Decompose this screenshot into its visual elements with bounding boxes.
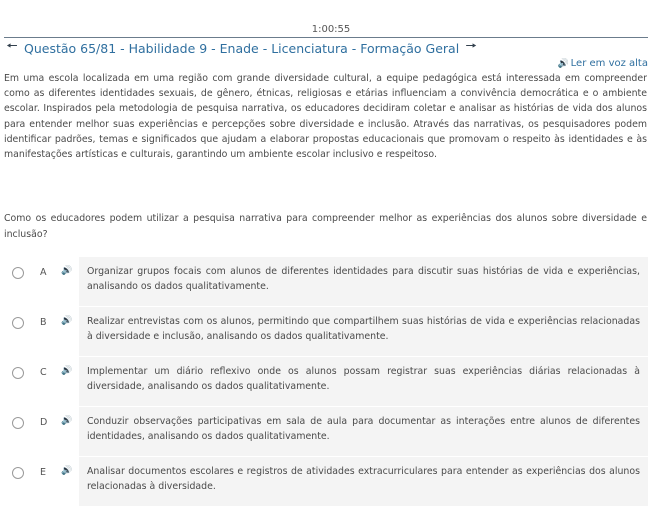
arrow-right-icon[interactable]: 🠖 [465, 39, 477, 54]
question-title: Questão 65/81 - Habilidade 9 - Enade - Licenciatura - Formação Geral [24, 40, 460, 56]
speaker-icon[interactable]: 🔊 [61, 316, 73, 326]
option-radio[interactable] [12, 417, 24, 429]
question-header [4, 40, 479, 56]
option-letter: A [40, 267, 47, 278]
read-aloud-button[interactable] [557, 58, 648, 69]
option-text[interactable]: Organizar grupos focais com alunos de diferentes identidades para discutir suas histórias de vida e experiências, analisando os dados qualitativamente. [79, 257, 648, 307]
speaker-icon[interactable]: 🔊 [61, 416, 73, 426]
option-controls [4, 357, 79, 407]
speaker-icon[interactable]: 🔊 [61, 266, 73, 276]
option-b[interactable] [4, 307, 648, 357]
option-c[interactable] [4, 357, 648, 407]
option-letter: B [40, 317, 47, 328]
speaker-icon: 🔊 [557, 59, 569, 69]
option-text[interactable]: Implementar um diário reflexivo onde os alunos possam registrar suas experiências diárias relacionadas à diversidade, analisando os dados qualitativamente. [79, 357, 648, 407]
option-radio[interactable] [12, 317, 24, 329]
speaker-icon[interactable]: 🔊 [61, 366, 73, 376]
option-text[interactable]: Realizar entrevistas com os alunos, permitindo que compartilhem suas histórias de vida e experiências relacionadas à diversidade e inclusão, analisando os dados qualitativamente. [79, 307, 648, 357]
answer-options [4, 257, 648, 507]
option-radio[interactable] [12, 367, 24, 379]
option-radio[interactable] [12, 267, 24, 279]
option-controls [4, 407, 79, 457]
option-letter: E [40, 467, 47, 478]
option-controls [4, 457, 79, 507]
option-text[interactable]: Analisar documentos escolares e registros de atividades extracurriculares para entender as experiências dos alunos relacionadas à diversidade. [79, 457, 648, 507]
option-letter: D [40, 417, 48, 428]
read-aloud-label: Ler em voz alta [570, 58, 648, 69]
option-radio[interactable] [12, 467, 24, 479]
question-passage: Em uma escola localizada em uma região com grande diversidade cultural, a equipe pedagógica está interessada em compreender como as diferentes identidades sexuais, de gênero, étnicas, religiosas e etárias influenciam a convivência democrática e o ambiente escolar. Inspirados pela metodologia de pesquisa narrativa, os educadores decidiram coletar e analisar as histórias de vida dos alunos para entender melhor suas experiências e percepções sobre diversidade e inclusão. Através das narrativas, os pesquisadores podem identificar padrões, temas e significados que ajudam a elaborar propostas educacionais que promovam o respeito às identidades e às manifestações artísticas e culturais, garantindo um ambiente escolar inclusivo e respeitoso. [4, 73, 647, 161]
option-controls [4, 257, 79, 307]
option-d[interactable] [4, 407, 648, 457]
option-a[interactable] [4, 257, 648, 307]
arrow-left-icon[interactable]: 🠔 [6, 39, 18, 54]
question-prompt: Como os educadores podem utilizar a pesquisa narrativa para compreender melhor as experiências dos alunos sobre diversidade e inclusão? [4, 213, 647, 240]
speaker-icon[interactable]: 🔊 [61, 466, 73, 476]
option-letter: C [40, 367, 47, 378]
timer: 1:00:55 [311, 24, 351, 35]
option-text[interactable]: Conduzir observações participativas em sala de aula para documentar as interações entre alunos de diferentes identidades, analisando os dados qualitativamente. [79, 407, 648, 457]
header-divider [4, 37, 648, 38]
option-e[interactable] [4, 457, 648, 507]
option-controls [4, 307, 79, 357]
